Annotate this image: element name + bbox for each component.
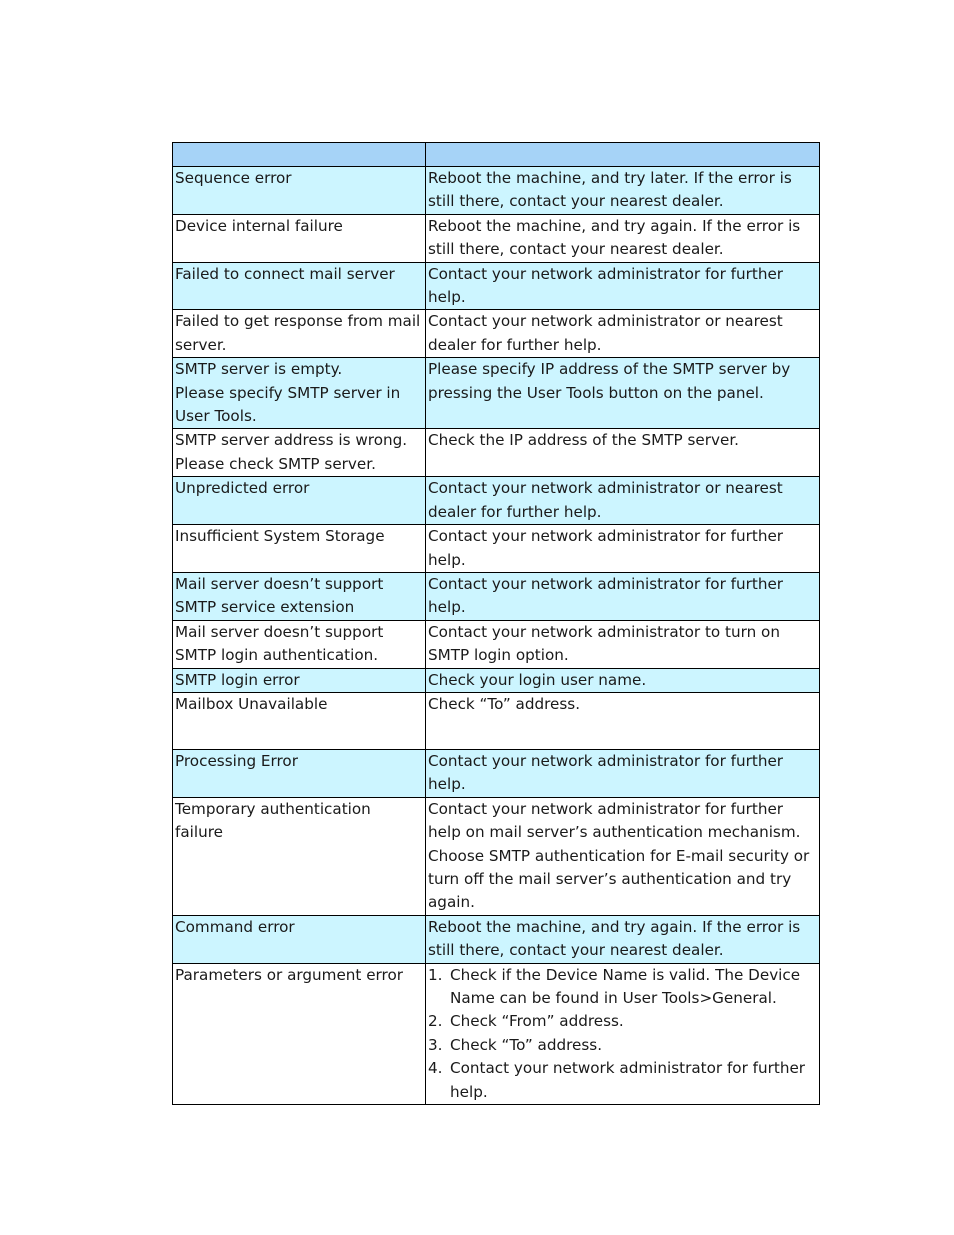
error-message-cell: Failed to get response from mail server.	[173, 310, 426, 358]
solution-cell: Contact your network administrator for further help on mail server’s authentication mechanism. Choose SMTP authentication for E-mail security or turn off the mail server’s authentication and try again.	[426, 797, 820, 915]
solution-cell: Contact your network administrator for further help.	[426, 525, 820, 573]
table-row	[173, 963, 820, 1104]
table-row	[173, 915, 820, 963]
solution-cell: Check the IP address of the SMTP server.	[426, 429, 820, 477]
error-message-cell: Mail server doesn’t support SMTP login authentication.	[173, 620, 426, 668]
table-row	[173, 358, 820, 429]
list-item: 1. Check if the Device Name is valid. The Device Name can be found in User Tools>General.	[428, 965, 801, 1007]
table-row	[173, 572, 820, 620]
table-row	[173, 668, 820, 692]
error-solution-table	[172, 142, 820, 1105]
table-row	[173, 262, 820, 310]
solution-cell: Reboot the machine, and try later. If the error is still there, contact your nearest dealer.	[426, 167, 820, 215]
header-solution	[426, 143, 820, 167]
error-message-cell: Unpredicted error	[173, 477, 426, 525]
error-message-cell: Mailbox Unavailable	[173, 692, 426, 749]
error-message-cell: SMTP server is empty. Please specify SMTP server in User Tools.	[173, 358, 426, 429]
table-header-row	[173, 143, 820, 167]
solution-steps-list	[428, 964, 817, 1104]
solution-cell: Contact your network administrator for further help.	[426, 262, 820, 310]
table-row	[173, 749, 820, 797]
header-error-message	[173, 143, 426, 167]
solution-cell: Reboot the machine, and try again. If the error is still there, contact your nearest dealer.	[426, 915, 820, 963]
list-item: 3. Check “To” address.	[428, 1035, 603, 1054]
table-row	[173, 477, 820, 525]
list-item: 2. Check “From” address.	[428, 1012, 624, 1031]
error-message-cell: Parameters or argument error	[173, 963, 426, 1104]
error-message-cell: Device internal failure	[173, 214, 426, 262]
table-row	[173, 214, 820, 262]
error-message-cell: Sequence error	[173, 167, 426, 215]
solution-cell: Contact your network administrator to turn on SMTP login option.	[426, 620, 820, 668]
error-message-cell: Command error	[173, 915, 426, 963]
table-row	[173, 620, 820, 668]
table-row	[173, 310, 820, 358]
error-message-cell: SMTP login error	[173, 668, 426, 692]
list-item: 4. Contact your network administrator for further help.	[428, 1059, 806, 1101]
error-message-cell: Mail server doesn’t support SMTP service extension	[173, 572, 426, 620]
table-row	[173, 525, 820, 573]
table-row	[173, 692, 820, 749]
table-row	[173, 429, 820, 477]
error-message-cell: SMTP server address is wrong. Please check SMTP server.	[173, 429, 426, 477]
solution-cell: Contact your network administrator or nearest dealer for further help.	[426, 477, 820, 525]
error-message-cell: Processing Error	[173, 749, 426, 797]
solution-cell: Reboot the machine, and try again. If the error is still there, contact your nearest dealer.	[426, 214, 820, 262]
table-row	[173, 167, 820, 215]
solution-cell: Check “To” address.	[426, 692, 820, 749]
solution-cell: Contact your network administrator or nearest dealer for further help.	[426, 310, 820, 358]
error-message-cell: Insufficient System Storage	[173, 525, 426, 573]
error-message-cell: Temporary authentication failure	[173, 797, 426, 915]
solution-cell: Contact your network administrator for further help.	[426, 572, 820, 620]
solution-cell: Check your login user name.	[426, 668, 820, 692]
solution-cell: Please specify IP address of the SMTP server by pressing the User Tools button on the panel.	[426, 358, 820, 429]
solution-cell	[426, 963, 820, 1104]
solution-cell: Contact your network administrator for further help.	[426, 749, 820, 797]
table-row	[173, 797, 820, 915]
error-message-cell: Failed to connect mail server	[173, 262, 426, 310]
